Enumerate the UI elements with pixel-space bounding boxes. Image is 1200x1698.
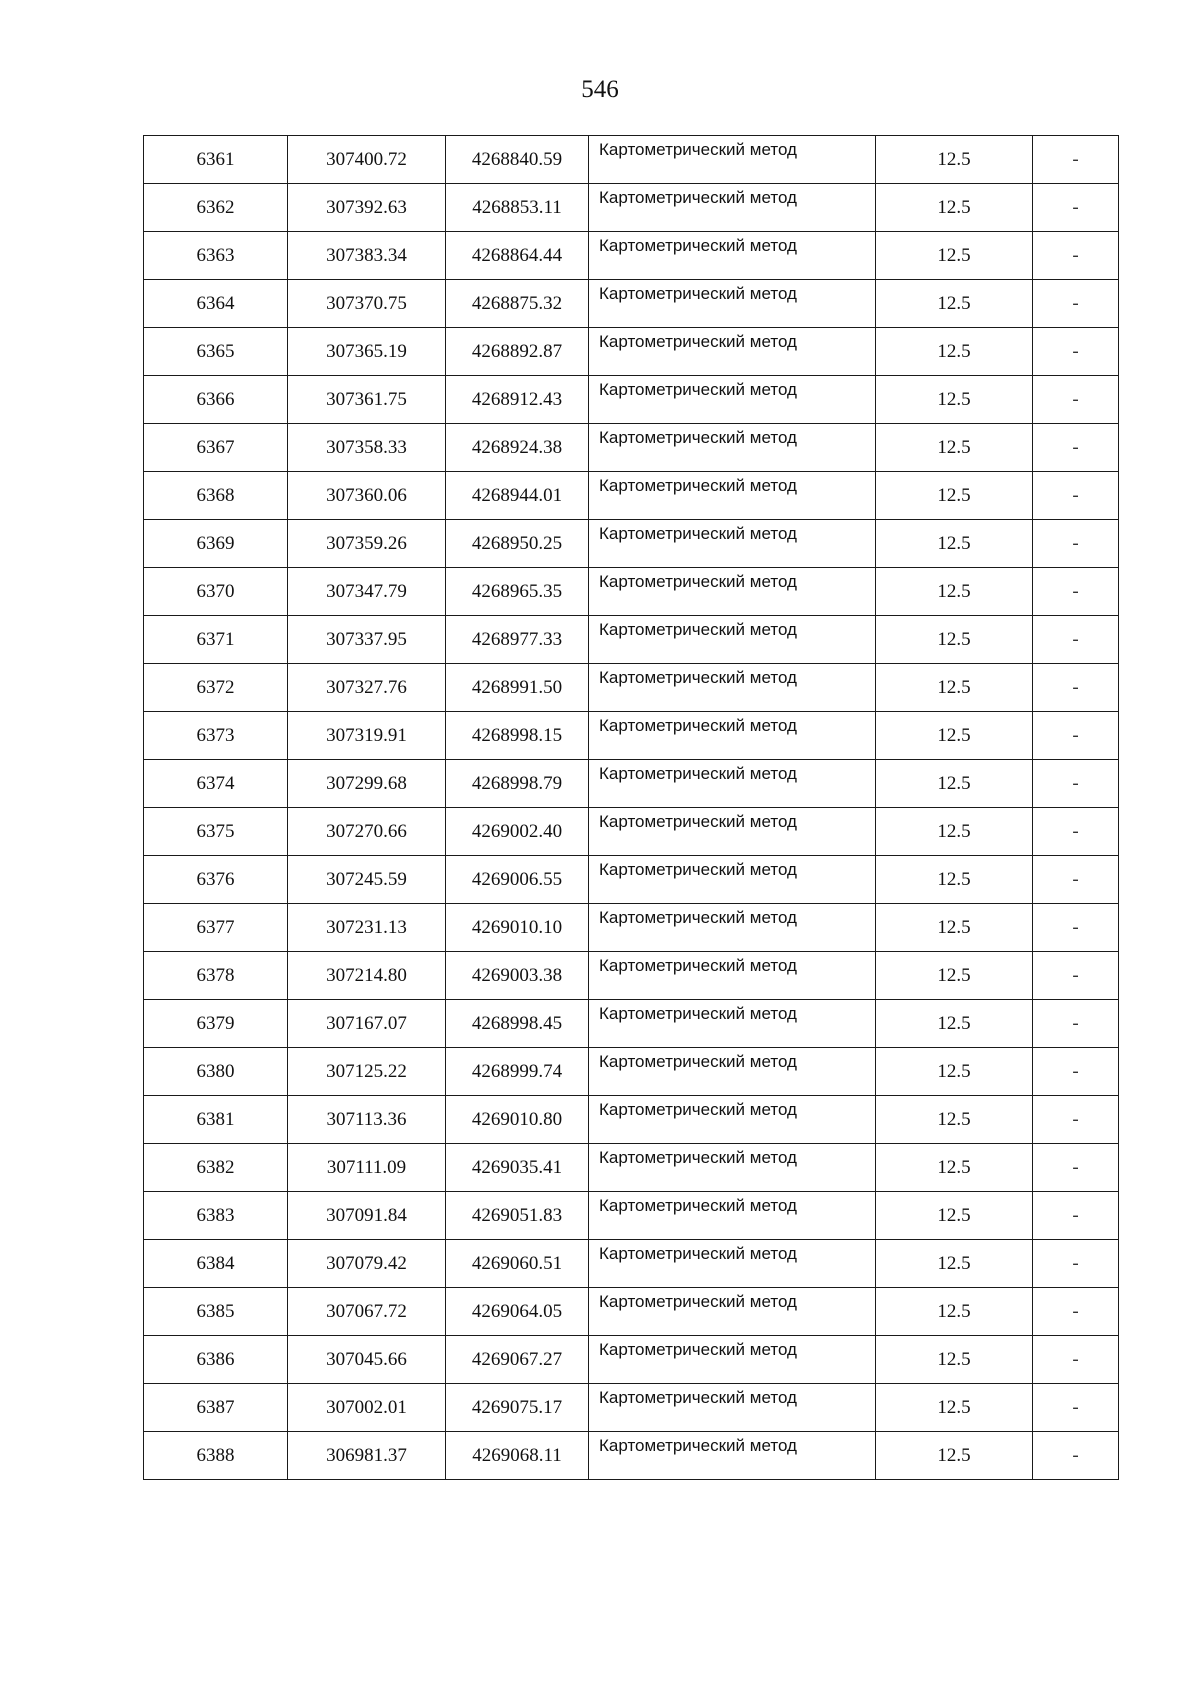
table-row: [144, 1096, 1119, 1144]
y-coordinate-cell: 4269067.27: [446, 1336, 589, 1384]
accuracy-cell: 12.5: [876, 1336, 1033, 1384]
y-coordinate-cell: 4269010.80: [446, 1096, 589, 1144]
point-number-cell: 6368: [144, 472, 288, 520]
note-cell: -: [1033, 1192, 1119, 1240]
method-cell: Картометрический метод: [589, 904, 876, 952]
point-number-cell: 6383: [144, 1192, 288, 1240]
note-cell: -: [1033, 760, 1119, 808]
accuracy-cell: 12.5: [876, 856, 1033, 904]
point-number-cell: 6372: [144, 664, 288, 712]
point-number-cell: 6370: [144, 568, 288, 616]
point-number-cell: 6381: [144, 1096, 288, 1144]
point-number-cell: 6366: [144, 376, 288, 424]
x-coordinate-cell: 307245.59: [288, 856, 446, 904]
table-row: [144, 184, 1119, 232]
point-number-cell: 6365: [144, 328, 288, 376]
x-coordinate-cell: 307392.63: [288, 184, 446, 232]
y-coordinate-cell: 4269051.83: [446, 1192, 589, 1240]
accuracy-cell: 12.5: [876, 1096, 1033, 1144]
method-cell: Картометрический метод: [589, 616, 876, 664]
method-cell: Картометрический метод: [589, 1096, 876, 1144]
point-number-cell: 6369: [144, 520, 288, 568]
accuracy-cell: 12.5: [876, 328, 1033, 376]
note-cell: -: [1033, 280, 1119, 328]
note-cell: -: [1033, 136, 1119, 184]
accuracy-cell: 12.5: [876, 184, 1033, 232]
note-cell: -: [1033, 1096, 1119, 1144]
table-body: [144, 136, 1119, 1480]
note-cell: -: [1033, 1000, 1119, 1048]
y-coordinate-cell: 4268875.32: [446, 280, 589, 328]
accuracy-cell: 12.5: [876, 136, 1033, 184]
method-cell: Картометрический метод: [589, 856, 876, 904]
y-coordinate-cell: 4268944.01: [446, 472, 589, 520]
table-row: [144, 520, 1119, 568]
point-number-cell: 6388: [144, 1432, 288, 1480]
note-cell: -: [1033, 856, 1119, 904]
accuracy-cell: 12.5: [876, 616, 1033, 664]
accuracy-cell: 12.5: [876, 1000, 1033, 1048]
note-cell: -: [1033, 1048, 1119, 1096]
method-cell: Картометрический метод: [589, 280, 876, 328]
table-row: [144, 1240, 1119, 1288]
table-row: [144, 424, 1119, 472]
method-cell: Картометрический метод: [589, 808, 876, 856]
point-number-cell: 6377: [144, 904, 288, 952]
note-cell: -: [1033, 808, 1119, 856]
accuracy-cell: 12.5: [876, 520, 1033, 568]
method-cell: Картометрический метод: [589, 664, 876, 712]
note-cell: -: [1033, 904, 1119, 952]
accuracy-cell: 12.5: [876, 568, 1033, 616]
method-cell: Картометрический метод: [589, 232, 876, 280]
y-coordinate-cell: 4269006.55: [446, 856, 589, 904]
point-number-cell: 6376: [144, 856, 288, 904]
x-coordinate-cell: 307383.34: [288, 232, 446, 280]
x-coordinate-cell: 307400.72: [288, 136, 446, 184]
x-coordinate-cell: 307360.06: [288, 472, 446, 520]
point-number-cell: 6387: [144, 1384, 288, 1432]
y-coordinate-cell: 4268977.33: [446, 616, 589, 664]
method-cell: Картометрический метод: [589, 136, 876, 184]
method-cell: Картометрический метод: [589, 328, 876, 376]
point-number-cell: 6375: [144, 808, 288, 856]
accuracy-cell: 12.5: [876, 1048, 1033, 1096]
note-cell: -: [1033, 568, 1119, 616]
note-cell: -: [1033, 1288, 1119, 1336]
y-coordinate-cell: 4269068.11: [446, 1432, 589, 1480]
note-cell: -: [1033, 616, 1119, 664]
accuracy-cell: 12.5: [876, 376, 1033, 424]
y-coordinate-cell: 4268912.43: [446, 376, 589, 424]
page-number: 546: [581, 76, 619, 103]
note-cell: -: [1033, 952, 1119, 1000]
note-cell: -: [1033, 712, 1119, 760]
point-number-cell: 6378: [144, 952, 288, 1000]
table-row: [144, 472, 1119, 520]
method-cell: Картометрический метод: [589, 712, 876, 760]
x-coordinate-cell: 307045.66: [288, 1336, 446, 1384]
point-number-cell: 6374: [144, 760, 288, 808]
method-cell: Картометрический метод: [589, 1048, 876, 1096]
accuracy-cell: 12.5: [876, 664, 1033, 712]
accuracy-cell: 12.5: [876, 1432, 1033, 1480]
coordinates-table: [143, 135, 1119, 1480]
accuracy-cell: 12.5: [876, 232, 1033, 280]
x-coordinate-cell: 307125.22: [288, 1048, 446, 1096]
method-cell: Картометрический метод: [589, 1384, 876, 1432]
method-cell: Картометрический метод: [589, 1000, 876, 1048]
table-row: [144, 328, 1119, 376]
accuracy-cell: 12.5: [876, 472, 1033, 520]
x-coordinate-cell: 307358.33: [288, 424, 446, 472]
accuracy-cell: 12.5: [876, 808, 1033, 856]
accuracy-cell: 12.5: [876, 760, 1033, 808]
table-row: [144, 760, 1119, 808]
y-coordinate-cell: 4268991.50: [446, 664, 589, 712]
y-coordinate-cell: 4269075.17: [446, 1384, 589, 1432]
x-coordinate-cell: 307327.76: [288, 664, 446, 712]
x-coordinate-cell: 307231.13: [288, 904, 446, 952]
x-coordinate-cell: 307359.26: [288, 520, 446, 568]
accuracy-cell: 12.5: [876, 1384, 1033, 1432]
table-row: [144, 712, 1119, 760]
y-coordinate-cell: 4269060.51: [446, 1240, 589, 1288]
x-coordinate-cell: 307365.19: [288, 328, 446, 376]
x-coordinate-cell: 307214.80: [288, 952, 446, 1000]
method-cell: Картометрический метод: [589, 1240, 876, 1288]
note-cell: -: [1033, 664, 1119, 712]
point-number-cell: 6380: [144, 1048, 288, 1096]
method-cell: Картометрический метод: [589, 1288, 876, 1336]
y-coordinate-cell: 4268998.45: [446, 1000, 589, 1048]
accuracy-cell: 12.5: [876, 712, 1033, 760]
x-coordinate-cell: 307337.95: [288, 616, 446, 664]
point-number-cell: 6371: [144, 616, 288, 664]
note-cell: -: [1033, 1336, 1119, 1384]
y-coordinate-cell: 4268924.38: [446, 424, 589, 472]
x-coordinate-cell: 307113.36: [288, 1096, 446, 1144]
y-coordinate-cell: 4269002.40: [446, 808, 589, 856]
accuracy-cell: 12.5: [876, 904, 1033, 952]
point-number-cell: 6386: [144, 1336, 288, 1384]
x-coordinate-cell: 307002.01: [288, 1384, 446, 1432]
method-cell: Картометрический метод: [589, 1336, 876, 1384]
note-cell: -: [1033, 1432, 1119, 1480]
table-row: [144, 136, 1119, 184]
x-coordinate-cell: 307111.09: [288, 1144, 446, 1192]
x-coordinate-cell: 307370.75: [288, 280, 446, 328]
x-coordinate-cell: 307319.91: [288, 712, 446, 760]
x-coordinate-cell: 307167.07: [288, 1000, 446, 1048]
x-coordinate-cell: 307361.75: [288, 376, 446, 424]
note-cell: -: [1033, 376, 1119, 424]
note-cell: -: [1033, 1384, 1119, 1432]
note-cell: -: [1033, 1144, 1119, 1192]
y-coordinate-cell: 4269003.38: [446, 952, 589, 1000]
accuracy-cell: 12.5: [876, 1288, 1033, 1336]
method-cell: Картометрический метод: [589, 424, 876, 472]
method-cell: Картометрический метод: [589, 952, 876, 1000]
note-cell: -: [1033, 184, 1119, 232]
point-number-cell: 6384: [144, 1240, 288, 1288]
note-cell: -: [1033, 472, 1119, 520]
x-coordinate-cell: 307347.79: [288, 568, 446, 616]
note-cell: -: [1033, 424, 1119, 472]
y-coordinate-cell: 4268892.87: [446, 328, 589, 376]
table-row: [144, 280, 1119, 328]
table-row: [144, 1432, 1119, 1480]
method-cell: Картометрический метод: [589, 472, 876, 520]
point-number-cell: 6373: [144, 712, 288, 760]
y-coordinate-cell: 4268998.15: [446, 712, 589, 760]
y-coordinate-cell: 4268965.35: [446, 568, 589, 616]
x-coordinate-cell: 307079.42: [288, 1240, 446, 1288]
method-cell: Картометрический метод: [589, 568, 876, 616]
method-cell: Картометрический метод: [589, 1192, 876, 1240]
table-row: [144, 232, 1119, 280]
x-coordinate-cell: 307270.66: [288, 808, 446, 856]
x-coordinate-cell: 307091.84: [288, 1192, 446, 1240]
x-coordinate-cell: 306981.37: [288, 1432, 446, 1480]
method-cell: Картометрический метод: [589, 760, 876, 808]
accuracy-cell: 12.5: [876, 280, 1033, 328]
note-cell: -: [1033, 520, 1119, 568]
y-coordinate-cell: 4268999.74: [446, 1048, 589, 1096]
table-row: [144, 1048, 1119, 1096]
accuracy-cell: 12.5: [876, 1144, 1033, 1192]
point-number-cell: 6363: [144, 232, 288, 280]
point-number-cell: 6385: [144, 1288, 288, 1336]
method-cell: Картометрический метод: [589, 520, 876, 568]
method-cell: Картометрический метод: [589, 1144, 876, 1192]
table-row: [144, 568, 1119, 616]
point-number-cell: 6379: [144, 1000, 288, 1048]
accuracy-cell: 12.5: [876, 1192, 1033, 1240]
y-coordinate-cell: 4268864.44: [446, 232, 589, 280]
table-row: [144, 904, 1119, 952]
note-cell: -: [1033, 232, 1119, 280]
method-cell: Картометрический метод: [589, 376, 876, 424]
table-row: [144, 1144, 1119, 1192]
x-coordinate-cell: 307067.72: [288, 1288, 446, 1336]
table-row: [144, 856, 1119, 904]
accuracy-cell: 12.5: [876, 952, 1033, 1000]
table-row: [144, 1192, 1119, 1240]
method-cell: Картометрический метод: [589, 184, 876, 232]
note-cell: -: [1033, 1240, 1119, 1288]
note-cell: -: [1033, 328, 1119, 376]
point-number-cell: 6367: [144, 424, 288, 472]
x-coordinate-cell: 307299.68: [288, 760, 446, 808]
method-cell: Картометрический метод: [589, 1432, 876, 1480]
accuracy-cell: 12.5: [876, 424, 1033, 472]
y-coordinate-cell: 4269064.05: [446, 1288, 589, 1336]
table-row: [144, 1000, 1119, 1048]
table-row: [144, 376, 1119, 424]
table-row: [144, 1384, 1119, 1432]
table-row: [144, 664, 1119, 712]
y-coordinate-cell: 4268950.25: [446, 520, 589, 568]
y-coordinate-cell: 4268998.79: [446, 760, 589, 808]
table-row: [144, 616, 1119, 664]
table-row: [144, 952, 1119, 1000]
table-row: [144, 1336, 1119, 1384]
point-number-cell: 6362: [144, 184, 288, 232]
point-number-cell: 6364: [144, 280, 288, 328]
table-row: [144, 808, 1119, 856]
y-coordinate-cell: 4268853.11: [446, 184, 589, 232]
y-coordinate-cell: 4269010.10: [446, 904, 589, 952]
y-coordinate-cell: 4268840.59: [446, 136, 589, 184]
accuracy-cell: 12.5: [876, 1240, 1033, 1288]
y-coordinate-cell: 4269035.41: [446, 1144, 589, 1192]
table-row: [144, 1288, 1119, 1336]
point-number-cell: 6382: [144, 1144, 288, 1192]
point-number-cell: 6361: [144, 136, 288, 184]
